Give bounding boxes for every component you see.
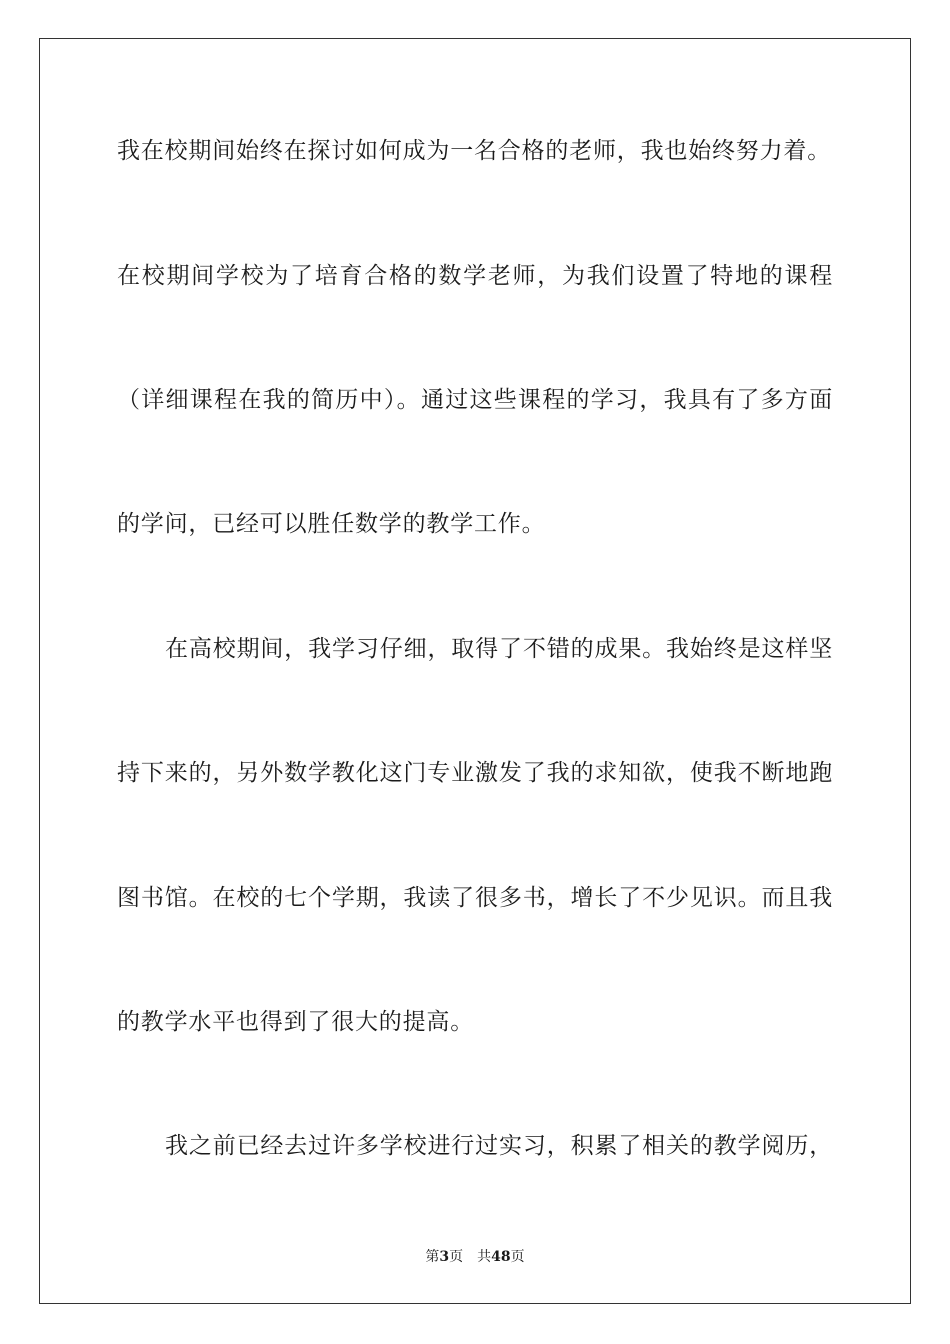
footer-total-pages: 48 bbox=[491, 1249, 511, 1265]
page-border bbox=[39, 38, 911, 1304]
text-line-8: 的教学水平也得到了很大的提高。 bbox=[117, 1009, 474, 1035]
text-line-2: 在校期间学校为了培育合格的数学老师，为我们设置了特地的课程 bbox=[117, 263, 833, 289]
footer-page-prefix: 第 bbox=[425, 1249, 440, 1265]
text-line-3: （详细课程在我的简历中）。通过这些课程的学习，我具有了多方面 bbox=[117, 387, 833, 413]
text-line-9: 我之前已经去过许多学校进行过实习，积累了相关的教学阅历， bbox=[165, 1133, 833, 1159]
footer-total-prefix: 共 bbox=[477, 1249, 492, 1265]
text-line-5: 在高校期间，我学习仔细，取得了不错的成果。我始终是这样坚 bbox=[165, 636, 833, 662]
footer-page-number: 3 bbox=[439, 1249, 450, 1265]
footer-page-suffix: 页 bbox=[449, 1249, 464, 1265]
footer-total-suffix: 页 bbox=[510, 1249, 525, 1265]
text-line-6: 持下来的，另外数学教化这门专业激发了我的求知欲，使我不断地跑 bbox=[117, 760, 833, 786]
text-line-7: 图书馆。在校的七个学期，我读了很多书，增长了不少见识。而且我 bbox=[117, 885, 833, 911]
page-footer bbox=[0, 1247, 950, 1267]
text-line-4: 的学问，已经可以胜任数学的教学工作。 bbox=[117, 511, 546, 537]
text-line-1: 我在校期间始终在探讨如何成为一名合格的老师，我也始终努力着。 bbox=[117, 138, 831, 164]
